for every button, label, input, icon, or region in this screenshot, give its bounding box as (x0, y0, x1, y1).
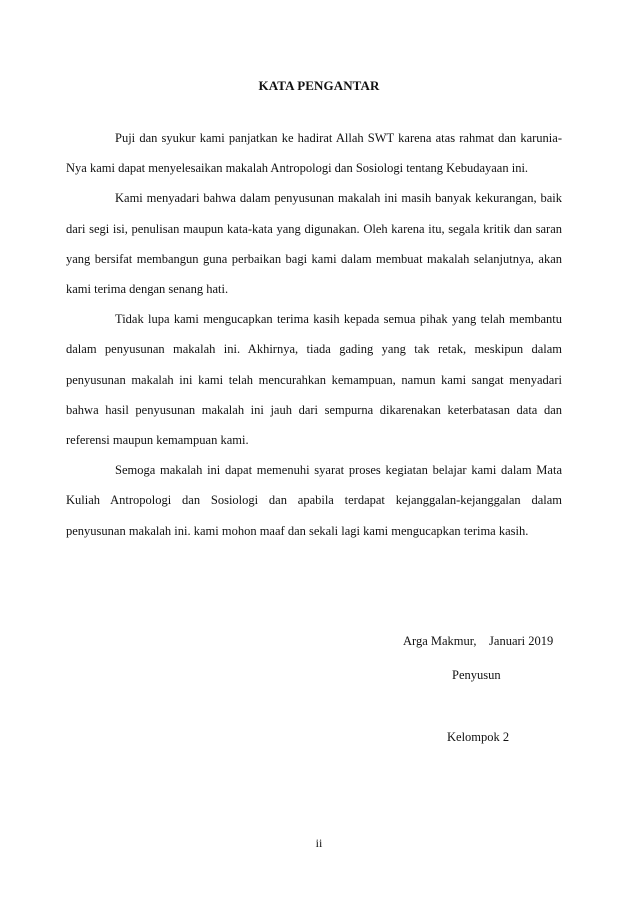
page-number: ii (315, 836, 323, 850)
author-label: Penyusun (452, 668, 501, 682)
paragraph-1: Puji dan syukur kami panjatkan ke hadirat Allah SWT karena atas rahmat dan karunia-Nya kami dapat menyelesaikan makalah Antropologi dan Sosiologi tentang Kebudayaan ini. (66, 131, 562, 176)
paragraph-4: Semoga makalah ini dapat memenuhi syarat proses kegiatan belajar kami dalam Mata Kuliah Antropologi dan Sosiologi dan apabila terdapat kejanggalan-kejanggalan dalam penyusunan makalah ini. kami mohon maaf dan sekali lagi kami mengucapkan terima kasih. (66, 463, 562, 538)
document-body (66, 123, 562, 546)
group-name: Kelompok 2 (447, 730, 510, 744)
place-and-date: Arga Makmur, Januari 2019 (403, 634, 554, 648)
paragraph-2: Kami menyadari bahwa dalam penyusunan makalah ini masih banyak kekurangan, baik dari segi isi, penulisan maupun kata-kata yang digunakan. Oleh karena itu, segala kritik dan saran yang bersifat membangun guna perbaikan bagi kami dalam membuat makalah selanjutnya, akan kami terima dengan senang hati. (66, 191, 562, 297)
paragraph-3: Tidak lupa kami mengucapkan terima kasih kepada semua pihak yang telah membantu dalam penyusunan makalah ini. Akhirnya, tiada gading yang tak retak, meskipun dalam penyusunan makalah ini kami telah mencurahkan kemampuan, namun kami sangat menyadari bahwa hasil penyusunan makalah ini jauh dari sempurna dikarenakan keterbatasan data dan referensi maupun kemampuan kami. (66, 312, 562, 448)
page-title: KATA PENGANTAR (258, 78, 380, 93)
